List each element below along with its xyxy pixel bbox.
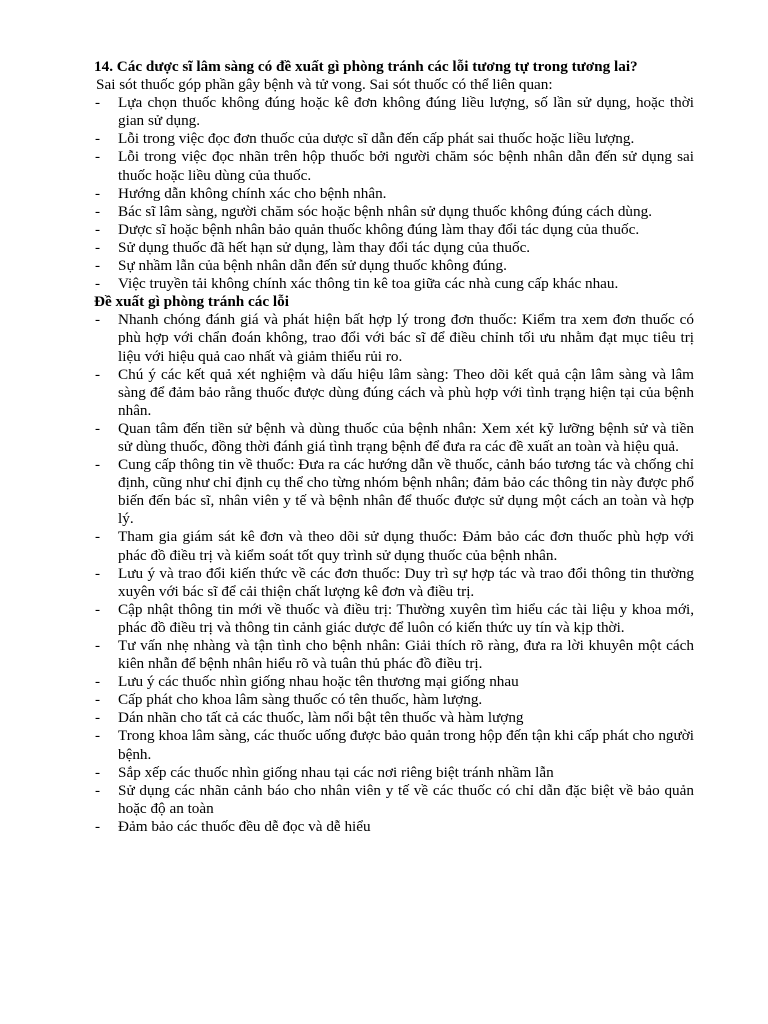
suggestion-item (94, 311, 694, 365)
suggestion-item (94, 456, 694, 528)
cause-item (94, 221, 694, 239)
cause-text: Dược sĩ hoặc bệnh nhân bảo quản thuốc không đúng làm thay đổi tác dụng của thuốc. (118, 220, 640, 238)
suggestion-text: Tư vấn nhẹ nhàng và tận tình cho bệnh nhân: Giải thích rõ ràng, đưa ra lời khuyên một cách kiên nhẫn để bệnh nhân hiểu rõ và tuân thủ phác đồ điều trị. (118, 637, 694, 673)
cause-text: Bác sĩ lâm sàng, người chăm sóc hoặc bệnh nhân sử dụng thuốc không đúng cách dùng. (118, 202, 653, 220)
bullet-dash: - (95, 727, 101, 745)
suggestion-text: Sử dụng các nhãn cảnh báo cho nhân viên y tế về các thuốc có chỉ dẫn đặc biệt về bảo quản hoặc độ an toàn (118, 781, 694, 817)
cause-text: Lỗi trong việc đọc nhãn trên hộp thuốc bởi người chăm sóc bệnh nhân dẫn đến sử dụng sai thuốc hoặc liều dùng của thuốc. (118, 148, 694, 184)
suggestion-item (94, 709, 694, 727)
bullet-dash: - (95, 528, 101, 546)
suggestion-text: Nhanh chóng đánh giá và phát hiện bất hợp lý trong đơn thuốc: Kiểm tra xem đơn thuốc có phù hợp với chẩn đoán không, trao đổi với bác sĩ để điều chỉnh tối ưu nhằm đạt mục tiêu trị liệu với hiệu quả cao nhất và giảm thiểu rủi ro. (118, 311, 694, 365)
suggestion-item (94, 565, 694, 601)
suggestion-text: Cung cấp thông tin về thuốc: Đưa ra các hướng dẫn về thuốc, cảnh báo tương tác và chống chỉ định, cũng như chỉ định cụ thể cho từng nhóm bệnh nhân; đảm bảo các thông tin này được phổ biến đến bác sĩ, nhân viên y tế và bệnh nhân để thuốc được sử dụng một cách an toàn và hợp lý. (118, 456, 694, 528)
suggestions-list (94, 311, 694, 836)
cause-item (94, 239, 694, 257)
bullet-dash: - (95, 691, 101, 709)
bullet-dash: - (95, 257, 101, 275)
cause-item (94, 94, 694, 130)
bullet-dash: - (95, 130, 101, 148)
suggestion-item (94, 528, 694, 564)
suggestion-text: Quan tâm đến tiền sử bệnh và dùng thuốc của bệnh nhân: Xem xét kỹ lưỡng bệnh sử và tiền sử dùng thuốc, đồng thời đánh giá tình trạng bệnh để đưa ra các đề xuất an toàn và hiệu quả. (118, 419, 694, 455)
suggestion-text: Lưu ý các thuốc nhìn giống nhau hoặc tên thương mại giống nhau (118, 673, 519, 691)
cause-text: Lựa chọn thuốc không đúng hoặc kê đơn không đúng liều lượng, số lần sử dụng, hoặc thời gian sử dụng. (118, 94, 694, 130)
bullet-dash: - (95, 709, 101, 727)
suggestion-text: Đảm bảo các thuốc đều dễ đọc và dễ hiểu (118, 817, 371, 835)
section-title: Đề xuất gì phòng tránh các lỗi (94, 293, 289, 311)
suggestion-text: Sắp xếp các thuốc nhìn giống nhau tại các nơi riêng biệt tránh nhầm lẫn (118, 763, 554, 781)
suggestion-item (94, 691, 694, 709)
cause-text: Sử dụng thuốc đã hết hạn sử dụng, làm thay đổi tác dụng của thuốc. (118, 238, 531, 256)
suggestion-text: Cấp phát cho khoa lâm sàng thuốc có tên thuốc, hàm lượng. (118, 691, 483, 709)
suggestion-item (94, 782, 694, 818)
bullet-dash: - (95, 184, 101, 202)
bullet-dash: - (95, 419, 101, 437)
bullet-dash: - (95, 238, 101, 256)
bullet-dash: - (95, 311, 101, 329)
bullet-dash: - (95, 673, 101, 691)
causes-list (94, 94, 694, 293)
cause-text: Hướng dẫn không chính xác cho bệnh nhân. (118, 184, 387, 202)
suggestion-item (94, 601, 694, 637)
bullet-dash: - (95, 817, 101, 835)
suggestion-text: Cập nhật thông tin mới về thuốc và điều trị: Thường xuyên tìm hiểu các tài liệu y khoa mới, phác đồ điều trị và thông tin cảnh giác dược để luôn có kiến thức uy tín và kịp thời. (118, 600, 694, 636)
bullet-dash: - (95, 600, 101, 618)
cause-item (94, 203, 694, 221)
cause-item (94, 130, 694, 148)
suggestion-item (94, 673, 694, 691)
cause-item (94, 257, 694, 275)
suggestion-item (94, 637, 694, 673)
cause-item (94, 275, 694, 293)
suggestion-text: Dán nhãn cho tất cả các thuốc, làm nổi bật tên thuốc và hàm lượng (118, 709, 524, 727)
bullet-dash: - (95, 365, 101, 383)
bullet-dash: - (95, 148, 101, 166)
document-page (94, 58, 694, 836)
cause-text: Sự nhầm lẫn của bệnh nhân dẫn đến sử dụng thuốc không đúng. (118, 257, 507, 275)
suggestion-text: Tham gia giám sát kê đơn và theo dõi sử dụng thuốc: Đảm bảo các đơn thuốc phù hợp với phác đồ điều trị và kiểm soát tốt quy trình sử dụng thuốc của bệnh nhân. (118, 528, 694, 564)
suggestion-item (94, 764, 694, 782)
suggestion-item (94, 420, 694, 456)
suggestion-text: Trong khoa lâm sàng, các thuốc uống được bảo quản trong hộp đến tận khi cấp phát cho người bệnh. (118, 727, 694, 763)
cause-text: Lỗi trong việc đọc đơn thuốc của dược sĩ dẫn đến cấp phát sai thuốc hoặc liều lượng. (118, 130, 635, 148)
suggestion-item (94, 366, 694, 420)
bullet-dash: - (95, 456, 101, 474)
bullet-dash: - (95, 637, 101, 654)
suggestion-item (94, 818, 694, 836)
suggestion-text: Lưu ý và trao đổi kiến thức về các đơn thuốc: Duy trì sự hợp tác và trao đổi thông tin thường xuyên với bác sĩ để cải thiện chất lượng kê đơn và điều trị. (118, 564, 694, 600)
suggestion-item (94, 727, 694, 763)
bullet-dash: - (95, 763, 101, 781)
question-title: 14. Các dược sĩ lâm sàng có đề xuất gì phòng tránh các lỗi tương tự trong tương lai? (94, 58, 638, 75)
cause-item (94, 148, 694, 184)
bullet-dash: - (95, 220, 101, 238)
cause-item (94, 185, 694, 203)
bullet-dash: - (95, 564, 101, 582)
intro-text: Sai sót thuốc góp phần gây bệnh và tử vong. Sai sót thuốc có thể liên quan: (96, 76, 553, 94)
suggestion-text: Chú ý các kết quả xét nghiệm và dấu hiệu lâm sàng: Theo dõi kết quả cận lâm sàng và lâm sàng để đảm bảo rằng thuốc được dùng đúng cách và phù hợp với tình trạng hiện tại của bệnh nhân. (118, 365, 694, 419)
bullet-dash: - (95, 94, 101, 112)
bullet-dash: - (95, 275, 101, 293)
bullet-dash: - (95, 781, 101, 799)
bullet-dash: - (95, 202, 101, 220)
cause-text: Việc truyền tải không chính xác thông tin kê toa giữa các nhà cung cấp khác nhau. (118, 275, 619, 293)
